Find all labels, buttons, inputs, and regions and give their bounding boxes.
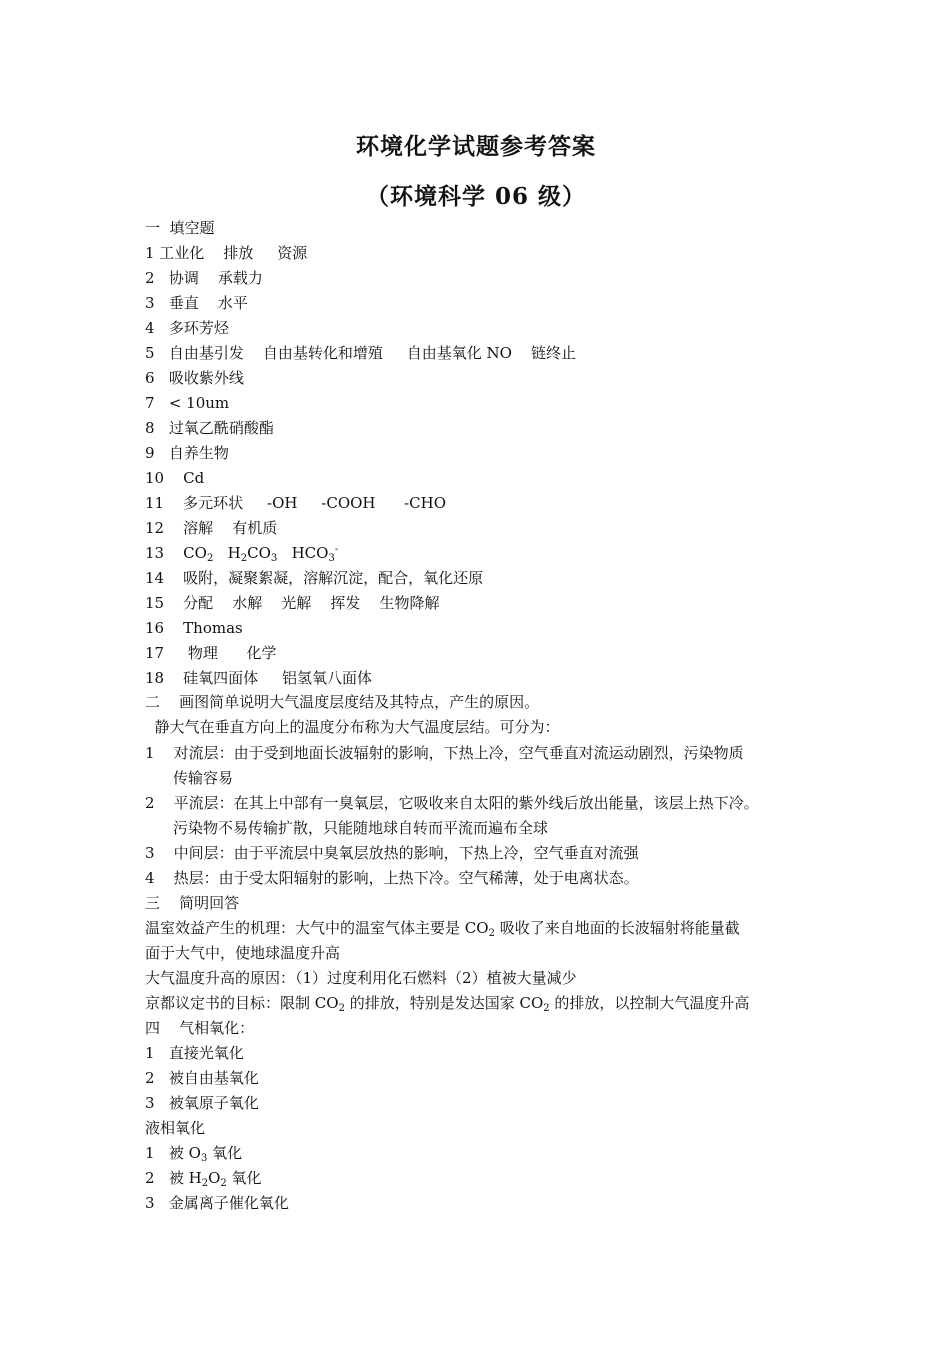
answer-line: 15 分配 水解 光解 挥发 生物降解 <box>145 594 440 612</box>
section-heading: 一 填空题 <box>145 219 215 237</box>
answer-line: 2 被自由基氧化 <box>145 1069 259 1087</box>
paragraph-line: 静大气在垂直方向上的温度分布称为大气温度层结。可分为： <box>145 718 560 736</box>
paragraph-line: 污染物不易传输扩散，只能随地球自转而平流而遍布全球 <box>173 819 549 837</box>
paragraph-line: 面于大气中，使地球温度升高 <box>145 944 341 962</box>
paragraph-line: 传输容易 <box>173 769 234 787</box>
answer-line-13 <box>145 543 338 563</box>
answer-line: 1 被 $O_3$ 氧化 <box>145 1144 243 1164</box>
answer-line: 11 多元环状 -OH -COOH -CHO <box>145 494 447 512</box>
section-heading: 二 画图简单说明大气温度层度结及其特点，产生的原因。 <box>145 693 540 711</box>
answer-line: 6 吸收紫外线 <box>145 369 244 387</box>
h2co3-formula: $H_2CO_3$ <box>227 544 278 564</box>
answer-line: 2 被 $H_2O_2$ 氧化 <box>145 1169 262 1189</box>
page-subtitle: （环境科学 06 级） <box>365 183 587 210</box>
answer-line: 10 Cd <box>145 469 205 487</box>
answer-line: 18 硅氧四面体 铝氢氧八面体 <box>145 669 373 687</box>
answer-line: 1 直接光氧化 <box>145 1044 244 1062</box>
paragraph-line: 2 平流层：在其上中部有一臭氧层，它吸收来自太阳的紫外线后放出能量，该层上热下冷。 <box>145 794 759 812</box>
answer-line: 2 协调 承载力 <box>145 269 263 287</box>
page-title: 环境化学试题参考答案 <box>356 133 596 160</box>
co2-formula: $CO_2$ <box>183 544 214 564</box>
subsection-heading: 液相氧化 <box>145 1119 206 1137</box>
answer-line: 7 < 10um <box>145 394 230 412</box>
paragraph-line: 4 热层：由于受太阳辐射的影响，上热下冷。空气稀薄，处于电离状态。 <box>145 869 639 887</box>
answer-line: 3 被氧原子氧化 <box>145 1094 259 1112</box>
paragraph-line: 温室效益产生的机理：大气中的温室气体主要是 $CO_2$ 吸收了来自地面的长波辐射将能量截 <box>145 919 740 939</box>
answer-line: 12 溶解 有机质 <box>145 519 278 537</box>
answer-line: 3 垂直 水平 <box>145 294 248 312</box>
paragraph-line: 京都议定书的目标：限制 $CO_2$ 的排放，特别是发达国家 $CO_2$ 的排放，以控制大气温度升高 <box>145 994 750 1014</box>
section-heading: 三 简明回答 <box>145 894 240 912</box>
answer-line: 17 物理 化学 <box>145 644 277 662</box>
answer-line: 14 吸附，凝聚絮凝，溶解沉淀，配合，氧化还原 <box>145 569 484 587</box>
line-number: 13 <box>145 544 165 562</box>
answer-line: 8 过氧乙酰硝酸酯 <box>145 419 274 437</box>
answer-line: 3 金属离子催化氧化 <box>145 1194 289 1212</box>
section-heading: 四 气相氧化： <box>145 1019 255 1037</box>
answer-line: 5 自由基引发 自由基转化和增殖 自由基氧化 NO 链终止 <box>145 344 577 362</box>
answer-line: 1 工业化 排放 资源 <box>145 244 308 262</box>
hco3-formula: $HCO_3^-$ <box>291 544 339 564</box>
paragraph-line: 大气温度升高的原因：（1）过度利用化石燃料（2）植被大量减少 <box>145 969 577 987</box>
answer-line: 4 多环芳烃 <box>145 319 229 337</box>
answer-line: 9 自养生物 <box>145 444 229 462</box>
answer-line: 16 Thomas <box>145 619 243 637</box>
paragraph-line: 1 对流层：由于受到地面长波辐射的影响，下热上冷，空气垂直对流运动剧烈，污染物质 <box>145 744 744 762</box>
paragraph-line: 3 中间层：由于平流层中臭氧层放热的影响，下热上冷，空气垂直对流强 <box>145 844 639 862</box>
